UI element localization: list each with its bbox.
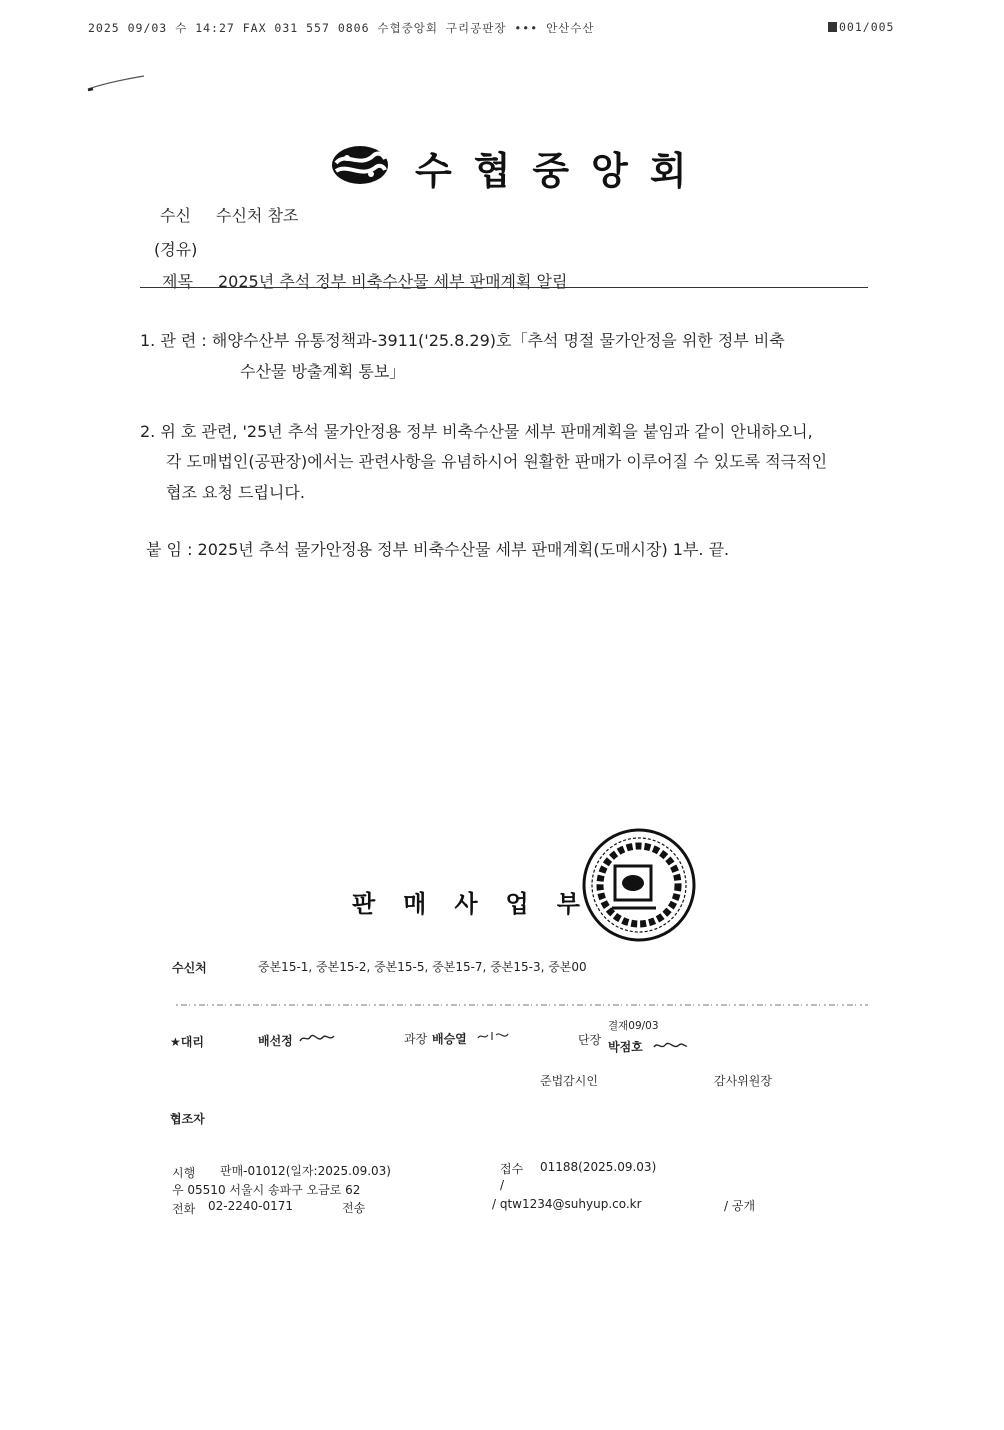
postal-address: 우 05510 서울시 송파구 오금로 62 — [172, 1183, 361, 1197]
fax-label: 전송 — [342, 1201, 366, 1215]
via-label: (경유) — [154, 240, 198, 259]
head-decision: 결재09/03 — [608, 1020, 659, 1032]
sender-department: 판매사업부 — [352, 890, 608, 918]
head-signature-icon — [652, 1039, 688, 1053]
phone-value: 02-2240-0171 — [208, 1199, 294, 1213]
paragraph-2-line-1: 2. 위 호 관련, '25년 추석 물가안정용 정부 비축수산물 세부 판매계획을 붙임과 같이 안내하오니, — [140, 422, 813, 441]
attachment-line: 붙 임 : 2025년 추석 물가안정용 정부 비축수산물 세부 판매계획(도매시장) 1부. 끝. — [146, 540, 730, 559]
paragraph-2-line-2: 각 도매법인(공판장)에서는 관련사항을 유념하시어 원활한 판매가 이루어질 수 있도록 적극적인 — [166, 452, 828, 471]
email-address: / qtw1234@suhyup.co.kr — [492, 1197, 642, 1211]
enforcement-label: 시행 — [172, 1166, 196, 1180]
pen-mark-decoration — [86, 70, 150, 94]
header-divider — [140, 287, 868, 288]
manager-signature-icon — [476, 1029, 510, 1043]
manager-label: 과장 — [404, 1032, 428, 1046]
manager-name: 배승열 — [432, 1032, 467, 1046]
recipient-value: 수신처 참조 — [216, 206, 299, 225]
faded-text-line-decoration — [176, 998, 868, 1012]
head-name: 박점호 — [608, 1040, 643, 1054]
organization-title: 수협중앙회 — [415, 149, 709, 193]
paragraph-2-line-3: 협조 요청 드립니다. — [166, 483, 305, 502]
head-label: 단장 — [578, 1033, 602, 1047]
paragraph-1-line-2: 수산물 방출계획 통보」 — [240, 362, 406, 381]
subject-label: 제목 — [162, 272, 193, 291]
fax-header-line: 2025 09/03 수 14:27 FAX 031 557 0806 수협중앙회 구리공판장 ••• 안산수산 — [88, 21, 595, 35]
compliance-officer: 준법감시인 — [540, 1074, 598, 1088]
receipt-value: 01188(2025.09.03) — [540, 1160, 657, 1174]
distribution-value: 중본15-1, 중본15-2, 중본15-5, 중본15-7, 중본15-3, 중본00 — [258, 960, 587, 974]
drafter-signature-icon — [298, 1031, 336, 1045]
drafter-name: 배선정 — [258, 1034, 293, 1048]
subject-value: 2025년 추석 정부 비축수산물 세부 판매계획 알림 — [218, 272, 568, 291]
drafter-label: ★대리 — [170, 1035, 204, 1049]
cooperator-label: 협조자 — [170, 1112, 205, 1126]
recipient-label: 수신 — [160, 206, 191, 225]
paragraph-1-line-1: 1. 관 련 : 해양수산부 유통정책과-3911('25.8.29)호「추석 명절 물가안정을 위한 정부 비축 — [140, 331, 785, 350]
phone-label: 전화 — [172, 1202, 196, 1216]
fax-icon — [828, 22, 837, 32]
fax-page-number: 001/005 — [828, 20, 894, 34]
enforcement-value: 판매-01012(일자:2025.09.03) — [220, 1164, 391, 1178]
audit-committee-chair: 감사위원장 — [714, 1074, 772, 1088]
distribution-label: 수신처 — [172, 961, 207, 975]
separator-slash: / — [500, 1178, 505, 1192]
receipt-label: 접수 — [500, 1162, 524, 1176]
official-seal-icon — [582, 828, 696, 942]
suhyup-logo-icon — [330, 143, 390, 187]
disclosure-status: / 공개 — [724, 1199, 756, 1213]
